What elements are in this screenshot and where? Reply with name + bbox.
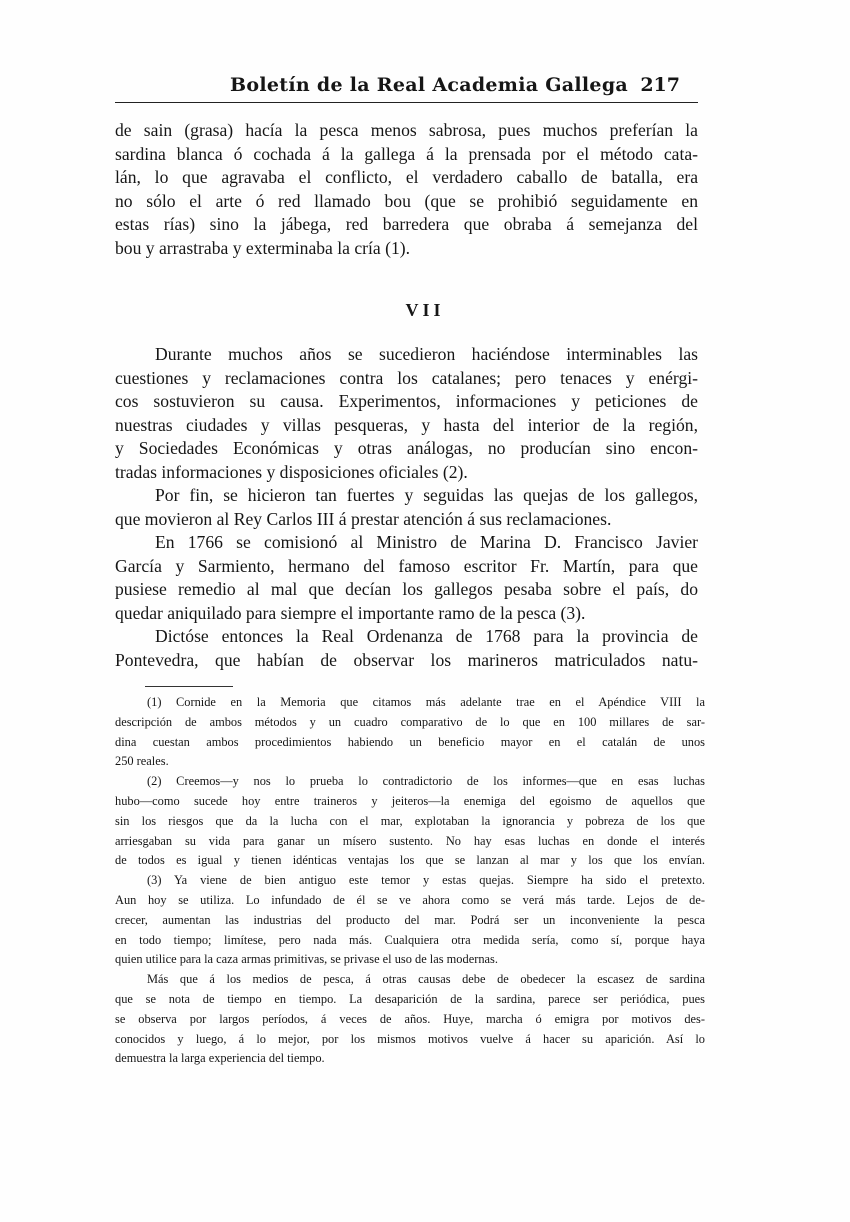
- text-line: no sólo el arte ó red llamado bou (que se prohibió seguidamente en: [115, 190, 698, 211]
- journal-title: Boletín de la Real Academia Gallega: [230, 74, 629, 96]
- text-line: Pontevedra, que habían de observar los marineros matriculados natu-: [115, 649, 698, 670]
- text-line: bou y arrastraba y exterminaba la cría (1).: [115, 237, 411, 258]
- footnotes: [115, 693, 705, 1069]
- text-line: tradas informaciones y disposiciones oficiales (2).: [115, 461, 468, 482]
- running-header: [115, 72, 698, 103]
- footnote-line: conocidos y luego, á lo mejor, por los mismos motivos vuelve á hacer su aparición. Así lo: [115, 1031, 705, 1046]
- text-line: y Sociedades Económicas y otras análogas, no producían sino encon-: [115, 438, 698, 458]
- text-line: pusiese remedio al mal que decían los gallegos pesaba sobre el país, do: [115, 579, 698, 599]
- footnote-line: que se nota de tiempo en tiempo. La desaparición de la sardina, parece ser periódica, pues: [115, 991, 705, 1006]
- text-line: En 1766 se comisionó al Ministro de Marina D. Francisco Javier: [155, 532, 698, 552]
- footnote-line: se observa por largos períodos, á veces de años. Huye, marcha ó emigra por motivos des-: [115, 1011, 705, 1026]
- footnote-line: (3) Ya viene de bien antiguo este temor y estas quejas. Siempre ha sido el pretexto.: [147, 873, 705, 888]
- footnote-line: hubo—como sucede hoy entre traineros y jeiteros—la enemiga del egoismo de aquellos que: [115, 793, 705, 808]
- text-line: sardina blanca ó cochada á la gallega á la prensada por el método cata-: [115, 143, 698, 164]
- footnote-line: crecer, aumentan las industrias del producto del mar. Podrá ser un inconveniente la pesca: [115, 912, 705, 927]
- text-line: Por fin, se hicieron tan fuertes y seguidas las quejas de los gallegos,: [155, 485, 698, 505]
- footnote-line: sin los riesgos que da la lucha con el mar, explotaban la ignorancia y pobreza de los que: [115, 813, 705, 828]
- text-line: quedar aniquilado para siempre el importante ramo de la pesca (3).: [115, 602, 586, 623]
- text-line: Durante muchos años se sucedieron haciéndose interminables las: [155, 344, 698, 364]
- page-number: 217: [640, 74, 680, 96]
- footnote-line: descripción de ambos métodos y un cuadro comparativo de lo que en 100 millares de sar-: [115, 714, 705, 729]
- footnote-line: dina cuestan ambos procedimientos habiendo un beneficio mayor en el catalán de unos: [115, 734, 705, 749]
- footnote-line: (2) Creemos—y nos lo prueba lo contradictorio de los informes—que en esas luchas: [147, 774, 705, 789]
- text-line: Dictóse entonces la Real Ordenanza de 1768 para la provincia de: [155, 626, 698, 646]
- footnote-line: 250 reales.: [115, 754, 169, 769]
- footnote-line: Más que á los medios de pesca, á otras causas debe de obedecer la escasez de sardina: [147, 972, 705, 987]
- text-line: estas rías) sino la jábega, red barredera que obraba á semejanza del: [115, 214, 698, 234]
- text-line: nuestras ciudades y villas pesqueras, y hasta del interior de la región,: [115, 414, 698, 435]
- text-line: cos sostuvieron su causa. Experimentos, informaciones y peticiones de: [115, 391, 698, 411]
- text-line: que movieron al Rey Carlos III á prestar atención á sus reclamaciones.: [115, 508, 612, 529]
- text-line: García y Sarmiento, hermano del famoso escritor Fr. Martín, para que: [115, 555, 698, 576]
- text-line: de sain (grasa) hacía la pesca menos sabrosa, pues muchos preferían la: [115, 120, 698, 140]
- footnote-line: demuestra la larga experiencia del tiempo.: [115, 1051, 325, 1066]
- text-line: cuestiones y reclamaciones contra los catalanes; pero tenaces y enérgi-: [115, 367, 698, 388]
- footnote-line: Aun hoy se utiliza. Lo infundado de él se ve ahora como se verá más tarde. Lejos de de-: [115, 892, 705, 907]
- footnote-line: en todo tiempo; limítese, pero nada más. Cualquiera otra medida sería, como sí, porque haya: [115, 932, 705, 947]
- footnote-line: arriesgaban su vida para ganar un mísero sustento. No hay esas luchas en donde el interés: [115, 833, 705, 848]
- text-line: lán, lo que agravaba el conflicto, el verdadero caballo de batalla, era: [115, 167, 698, 187]
- footnote-divider: [145, 686, 233, 687]
- section-heading: VII: [405, 300, 445, 320]
- footnote-line: quien utilice para la caza armas primitivas, se privase el uso de las modernas.: [115, 952, 498, 967]
- section-body: [115, 343, 698, 672]
- footnote-line: de todos es igual y tienen idénticas ventajas los que se lanzan al mar y los que los envían.: [115, 853, 705, 868]
- intro-paragraph: [115, 119, 698, 260]
- footnote-line: (1) Cornide en la Memoria que citamos más adelante trae en el Apéndice VIII la: [147, 695, 705, 709]
